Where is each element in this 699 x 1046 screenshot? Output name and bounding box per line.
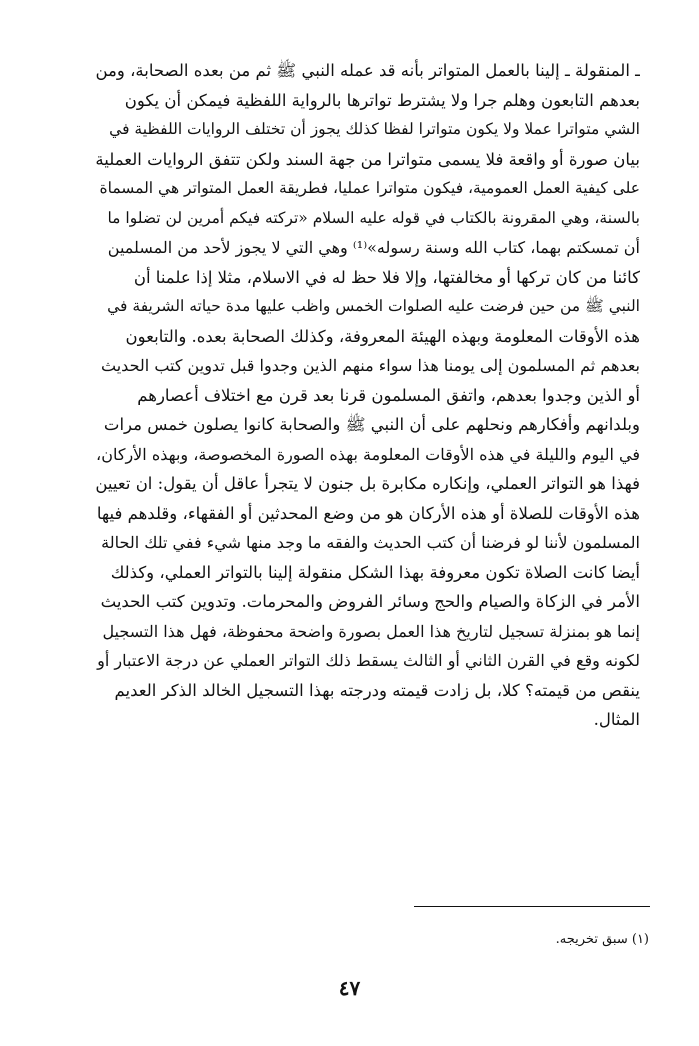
text-line: ينقص من قيمته؟ كلا، بل زادت قيمته ودرجته بهذا التسجيل الخالد الذكر العديم bbox=[114, 680, 640, 700]
text-line: لكونه وقع في القرن الثاني أو الثالث يسقط ذلك التواتر العملي عن درجة الاعتبار أو bbox=[97, 651, 640, 670]
text-line: على كيفية العمل العمومية، فيكون متواترا عمليا، فطريقة العمل المتواتر هي المسماة bbox=[99, 179, 640, 197]
text-line: في اليوم والليلة في هذه الأوقات المعلومة بهذه الصورة المخصوصة، وبهذه الأركان، bbox=[96, 444, 640, 464]
text-line: الأمر في الزكاة والصيام والحج وسائر الفروض والمحرمات. وتدوين كتب الحديث bbox=[100, 592, 640, 611]
text-line: الشي متواترا عملا ولا يكون متواترا لفظا كذلك يجوز أن تختلف الروايات اللفظية في bbox=[109, 120, 640, 138]
text-line: أو الذين وجدوا بعدهم، واتفق المسلمون قرنا بعد قرن مع اختلاف أعصارهم bbox=[137, 385, 640, 405]
text-line: النبي ﷺ من حين فرضت عليه الصلوات الخمس واظب عليها مدة حياته الشريفة في bbox=[107, 297, 640, 315]
text-line: وبلدانهم وأفكارهم ونحلهم على أن النبي ﷺ والصحابة كانوا يصلون خمس مرات bbox=[103, 415, 640, 434]
text-line: إنما هو بمنزلة تسجيل لتاريخ هذا العمل بصورة واضحة محفوظة، فهل هذا التسجيل bbox=[102, 621, 640, 641]
text-line: بالسنة، وهي المقرونة بالكتاب في قوله عليه السلام «تركته فيكم أمرين لن تضلوا ما bbox=[107, 208, 640, 227]
text-line: هذه الأوقات المعلومة وبهذه الهيئة المعروفة، وكذلك الصحابة بعده. والتابعون bbox=[125, 326, 640, 346]
text-line: بعدهم التابعون وهلم جرا ولا يشترط تواترها بالرواية اللفظية فيمكن أن يكون bbox=[124, 90, 640, 110]
text-line: المسلمون لأننا لو فرضنا أن كتب الحديث والفقه ما وجد منها شيء ففي تلك الحالة bbox=[101, 533, 640, 552]
text-line: بعدهم ثم المسلمون إلى يومنا هذا سواء منهم الذين وجدوا قبل تدوين كتب الحديث bbox=[101, 356, 640, 375]
text-line: بيان صورة أو واقعة فلا يسمى متواترا من جهة السند ولكن تتفق الروايات العملية bbox=[95, 149, 640, 169]
text-line: هذه الأوقات للصلاة أو هذه الأركان هو من وضع المحدثين أو الفقهاء، وقلدهم فيها bbox=[96, 503, 640, 523]
footnote: (١) سبق تخريجه. bbox=[555, 932, 649, 947]
page-number: ٤٧ bbox=[338, 976, 361, 1000]
text-line: ـ المنقولة ـ إلينا بالعمل المتواتر بأنه قد عمله النبي ﷺ ثم من بعده الصحابة، ومن bbox=[95, 61, 640, 80]
text-line: المثال. bbox=[593, 710, 640, 729]
body-text bbox=[94, 56, 640, 735]
text-line: كائنا من كان تركها أو مخالفتها، وإلا فلا حظ له في الاسلام، مثلا إذا علمنا أن bbox=[133, 267, 640, 287]
text-line: أيضا كانت الصلاة تكون معروفة بهذا الشكل منقولة إلينا بالتواتر العملي، وكذلك bbox=[110, 562, 640, 582]
footnote-divider bbox=[414, 906, 650, 907]
text-line: فهذا هو التواتر العملي، وإنكاره مكابرة بل جنون لا يتجرأ عاقل أن يقول: ان تعيين bbox=[95, 474, 640, 493]
text-line: أن تمسكتم بهما، كتاب الله وسنة رسوله»⁽¹⁾ وهي التي لا يجوز لأحد من المسلمين bbox=[107, 238, 640, 257]
